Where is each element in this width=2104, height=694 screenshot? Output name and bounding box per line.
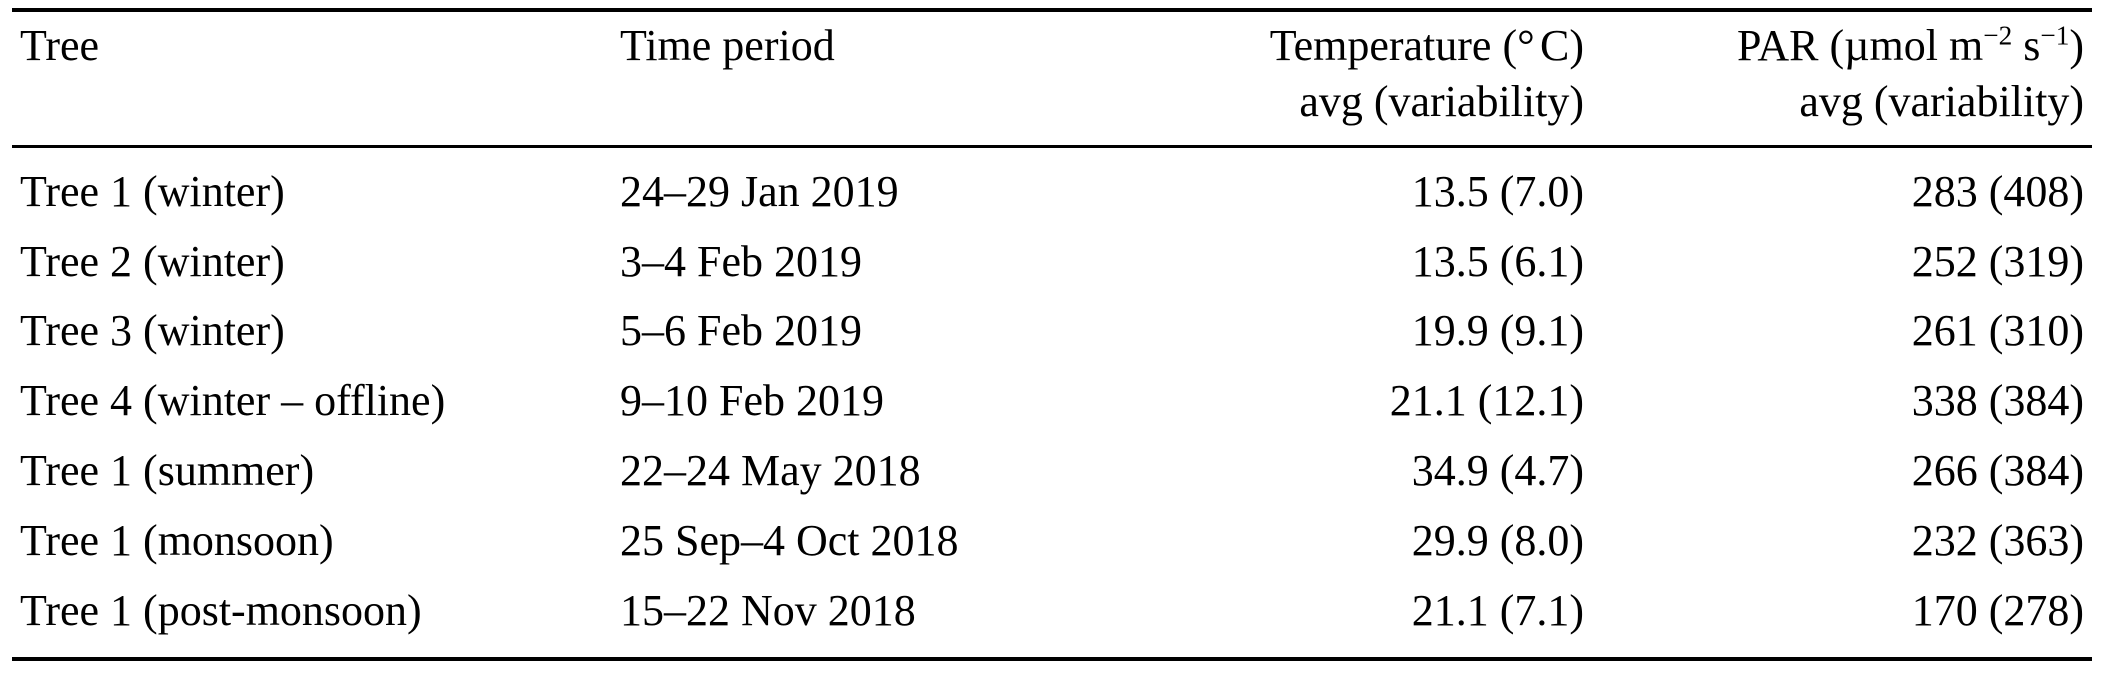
column-header-time-period-line1: Time period: [620, 21, 835, 70]
table-row: [12, 576, 2092, 659]
cell-tree: Tree 1 (winter): [12, 146, 612, 226]
cell-temperature: 34.9 (4.7): [1411, 446, 1584, 496]
cell-temperature: 13.5 (6.1): [1411, 236, 1584, 286]
cell-temperature: 21.1 (7.1): [1112, 576, 1592, 659]
cell-tree: Tree 3 (winter): [20, 306, 285, 356]
cell-par: 338 (384): [1911, 376, 2084, 426]
cell-time-period: 15–22 Nov 2018: [612, 576, 1112, 659]
table-body: [12, 146, 2092, 659]
cell-time-period: 5–6 Feb 2019: [620, 306, 862, 356]
cell-temperature: 19.9 (9.1): [1411, 306, 1584, 356]
table-row: [12, 506, 2092, 576]
table-row: [12, 227, 2092, 297]
cell-temperature: 29.9 (8.0): [1411, 516, 1584, 566]
column-header-temperature: [1112, 10, 1592, 146]
cell-tree: Tree 2 (winter): [20, 236, 285, 286]
cell-par: 232 (363): [1911, 516, 2084, 566]
column-header-time-period: [612, 10, 1112, 146]
cell-par: 261 (310): [1911, 306, 2084, 356]
cell-tree: Tree 4 (winter – offline): [20, 376, 446, 426]
cell-time-period: 22–24 May 2018: [620, 446, 921, 496]
cell-par: 283 (408): [1592, 146, 2092, 226]
column-header-temperature-line2: avg (variability): [1299, 77, 1584, 127]
cell-time-period: 9–10 Feb 2019: [620, 376, 884, 426]
table-row: [12, 366, 2092, 436]
column-header-par-line2: avg (variability): [1799, 77, 2084, 127]
cell-tree: Tree 1 (post-monsoon): [12, 576, 612, 659]
cell-time-period: 25 Sep–4 Oct 2018: [620, 516, 959, 566]
table-header: [12, 10, 2092, 146]
table-row: [12, 436, 2092, 506]
cell-par: 170 (278): [1592, 576, 2092, 659]
cell-par: 266 (384): [1911, 446, 2084, 496]
table-row: [12, 146, 2092, 226]
column-header-tree-line1: Tree: [20, 21, 100, 70]
table-header-row: [12, 10, 2092, 146]
table-container: [0, 8, 2104, 694]
data-table: [12, 8, 2092, 661]
cell-time-period: 3–4 Feb 2019: [620, 236, 862, 286]
column-header-par-line1: PAR (µmol $m^{-2}$ $s^{-1}$): [1736, 20, 2084, 70]
cell-tree: Tree 1 (monsoon): [20, 516, 334, 566]
cell-temperature: 21.1 (12.1): [1389, 376, 1584, 426]
column-header-temperature-line1: Temperature (°C): [1269, 21, 1584, 70]
cell-temperature: 13.5 (7.0): [1112, 146, 1592, 226]
table-row: [12, 296, 2092, 366]
column-header-par: [1592, 10, 2092, 146]
column-header-tree: [12, 10, 612, 146]
cell-tree: Tree 1 (summer): [20, 446, 315, 496]
cell-time-period: 24–29 Jan 2019: [612, 146, 1112, 226]
cell-par: 252 (319): [1911, 236, 2084, 286]
